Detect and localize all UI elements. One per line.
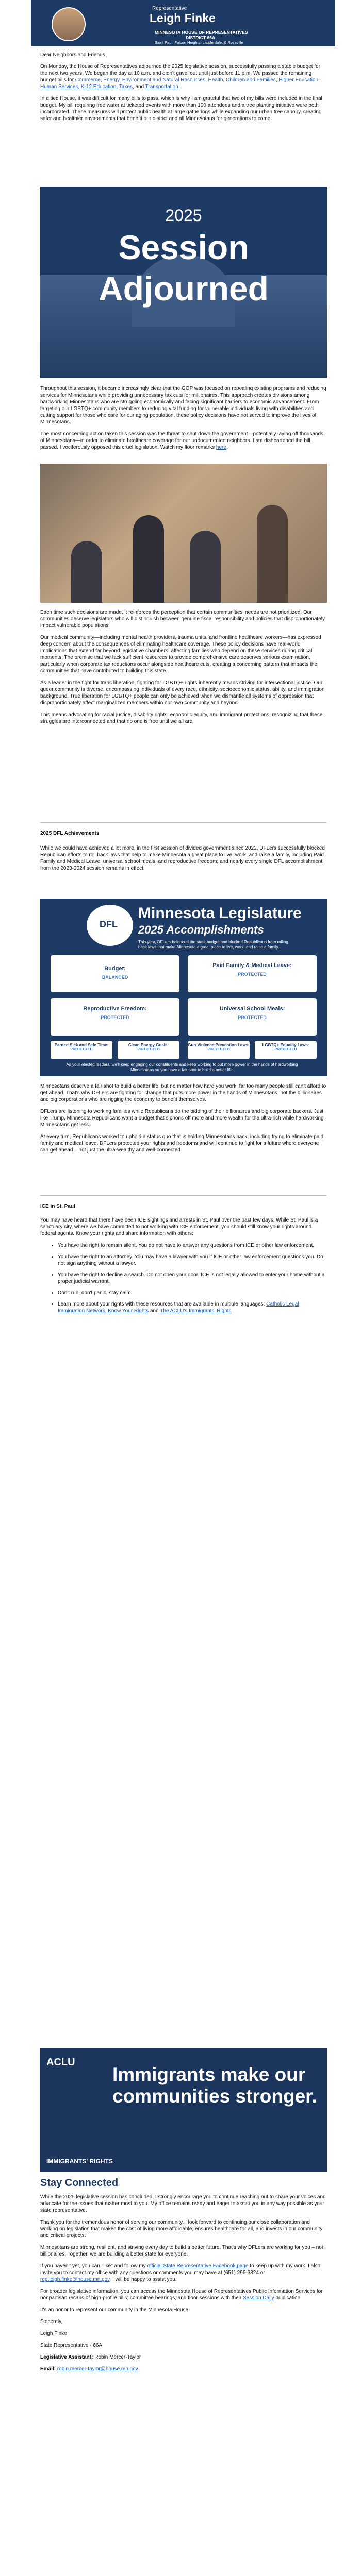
stay-section — [40, 2194, 326, 2378]
la-email-link[interactable]: robin.mercer-taylor@house.mn.gov — [57, 2366, 138, 2372]
card-status: PROTECTED — [137, 1048, 160, 1052]
card-status: PROTECTED — [238, 972, 267, 977]
card-clean-energy — [118, 1041, 179, 1059]
card-status: PROTECTED — [207, 1048, 230, 1052]
session-daily-link[interactable]: Session Daily — [242, 2295, 274, 2301]
legislative-assistant — [40, 2354, 326, 2361]
stay-paragraph-5 — [40, 2288, 326, 2301]
link-k12-education[interactable]: K-12 Education — [80, 84, 117, 90]
card-status: PROTECTED — [70, 1048, 93, 1052]
divider — [40, 1195, 326, 1196]
signoff-name: Leigh Finke — [40, 2331, 67, 2336]
stay-paragraph-3: Minnesotans are strong, resilient, and striving every day to build a better future. That's why DFLers are working for you – not billionaires. Together, we are building a better state for everyone. — [40, 2245, 323, 2257]
stay-p5-suffix: publication. — [274, 2295, 302, 2301]
body1-paragraph-2: The most concerning action taken this session was the threat to shut down the government—potentially laying off thousands of Minnesotans—in order to eliminate healthcare coverage for our undocumented neighbors. I am disheartened the bill passed. I vociferously opposed this cruel legislation. Watch my floor remarks here. — [40, 431, 324, 450]
rights-list — [40, 1242, 326, 1314]
header-label: Representative — [152, 6, 187, 11]
card-school-meals — [188, 998, 317, 1036]
link-human-services[interactable]: Human Services — [40, 84, 78, 90]
list-item — [58, 1301, 326, 1314]
link-environment[interactable]: Environment and Natural Resources — [122, 77, 206, 83]
aclu-rights-link[interactable]: The ACLU's Immigrants' Rights — [160, 1308, 232, 1314]
la-label: Legislative Assistant: — [40, 2354, 93, 2360]
person-silhouette — [257, 505, 288, 603]
stay-paragraph-6: It's an honor to represent our community in the Minnesota House. — [40, 2307, 190, 2313]
link-higher-education[interactable]: Higher Education — [278, 77, 319, 83]
banner-line-2: Adjourned — [99, 269, 269, 308]
card-label: Paid Family & Medical Leave: — [212, 962, 292, 969]
resources-text: Learn more about your rights with these resources that are available in multiple languages: — [58, 1301, 267, 1307]
card-paid-leave — [188, 955, 317, 992]
body-section-1 — [40, 385, 326, 456]
stay-p4-mid: to keep up with my work. I also invite you to contact my office with any questions or comments you may have at (651) 296-3824 or — [40, 2263, 321, 2276]
house-line-1: MINNESOTA HOUSE OF REPRESENTATIVES — [155, 30, 248, 35]
intro-paragraph-2: In a tied House, it was difficult for many bills to pass, which is why I am grateful that two of my bills were included in the final budget. My bill requiring free water at ticketed events with more than 100 attendees and a tree planting initiative were both incorporated. These measures will protect public health at large gatherings while expanding our urban tree canopy, creating safer and healthier environments that benefit our district and all Minnesotans for generations to come. — [40, 96, 322, 122]
resources-and: and — [149, 1308, 160, 1314]
signoff-title: State Representative - 66A — [40, 2343, 103, 2348]
dfl-section — [40, 845, 326, 877]
list-item: • You have the right to an attorney. You may have a lawyer with you if ICE or other law enforcement questions you. Do not sign anything without a lawyer. — [58, 1253, 326, 1267]
link-health[interactable]: Health — [208, 77, 223, 83]
aclu-logo: ACLU — [46, 2057, 75, 2068]
person-silhouette — [133, 515, 164, 603]
representative-photo — [52, 7, 86, 41]
ice-paragraph: You may have heard that there have been ICE sightings and arrests in St. Paul over the past few days. While St. Paul is a sanctuary city, where we have committed to not working with ICE enforcement, you should still know your rights around federal agents. Know your rights and share information with others: — [40, 1217, 318, 1236]
card-label: Earned Sick and Safe Time: — [54, 1043, 109, 1047]
card-status: BALANCED — [102, 975, 128, 980]
list-item: • You have the right to remain silent. You do not have to answer any questions from ICE or other law enforcement. — [58, 1242, 326, 1249]
body1-paragraph-1: Throughout this session, it became increasingly clear that the GOP was focused on repealing existing programs and reducing services for Minnesotans while providing unnecessary tax cuts for millionaires. This approach creates divisions among hardworking Minnesotans who are struggling economically and facing significant barriers to economic advancement. From targeting our LGBTQ+ community members to reducing vital funding for vulnerable individuals living with disabilities and cutting support for those who care for our aging population, these policy decisions have not served to improve the lives of Minnesotans. — [40, 386, 326, 425]
card-label: Reproductive Freedom: — [83, 1006, 147, 1012]
link-energy[interactable]: Energy — [103, 77, 120, 83]
link-taxes[interactable]: Taxes — [119, 84, 133, 90]
stay-p5-text: For broader legislative information, you can access the Minnesota House of Representatives Public Information Services for nonpartisan recaps of high-profile bills; committee hearings, and floor sessions with their — [40, 2289, 323, 2301]
body2-paragraph-1: Minnesotans deserve a fair shot to build a better life, but no matter how hard you work, far too many people still can't afford to get ahead. That's why DFLers are fighting for change that puts more power in the hands of Minnesotans, not the billionaires and big corporations who are rigging the economy to benefit themselves. — [40, 1083, 326, 1103]
header-name: Leigh Finke — [150, 11, 216, 25]
link-commerce[interactable]: Commerce — [75, 77, 101, 83]
intro-paragraph-1: On Monday, the House of Representatives adjourned the 2025 legislative session, successfully passing a stable budget for the next two years. We began the day at 10 a.m. and didn't gavel out until just before 11 p.m. We passed the remaining budget bills for Commerce, Energy, Environment and Natural Resources, Health, Children and Families, Higher Education, Human Services, K-12 Education, Taxes, and Transportation. — [40, 64, 320, 90]
acc-footer: As your elected leaders, we'll keep engaging our constituents and keep working to put more power in the hands of hardworking Minnesotans so you have a fair shot to build a better life. — [66, 1062, 298, 1072]
body1-paragraph-3: Each time such decisions are made, it reinforces the perception that certain communities' needs are not prioritized. Our communities deserve legislators who will distinguish between genuine fiscal responsibility and policies that disproportionately impact vulnerable populations. — [40, 609, 325, 629]
body1-p2-text: The most concerning action taken this session was the threat to shut down the government—potentially laying off thousands of Minnesotans—in order to eliminate healthcare coverage for our undocumented neighbors. I am disheartened the bill passed. I vociferously opposed this cruel legislation. Watch my floor remarks — [40, 431, 324, 450]
dfl-title: 2025 DFL Achievements — [40, 831, 100, 836]
card-status: PROTECTED — [101, 1015, 129, 1020]
acc-intro: This year, DFLers balanced the state budget and blocked Republicans from rolling back laws that make Minnesota a great place to live, work, and raise a family. — [138, 940, 288, 950]
person-silhouette — [71, 541, 102, 603]
immigrants-headline: Immigrants make our communities stronger. — [112, 2064, 317, 2107]
acc-title: Minnesota Legislature — [138, 905, 302, 922]
greeting: Dear Neighbors and Friends, — [40, 52, 107, 58]
house-floor-photo — [40, 464, 327, 603]
ice-section — [40, 1217, 326, 1319]
floor-remarks-link[interactable]: here — [216, 445, 226, 450]
la-email-line: Email: robin.mercer-taylor@house.mn.gov — [40, 2366, 138, 2372]
card-sick-time — [51, 1041, 112, 1059]
list-item: • You have the right to decline a search. Do not open your door. ICE is not legally allowed to enter your home without a proper judicial warrant. — [58, 1272, 326, 1285]
body1-paragraph-4: Our medical community—including mental health providers, trauma units, and frontline healthcare workers—has expressed deep concern about the consequences of eliminating healthcare coverage. These policy decisions have real-world implications that extend far beyond legislative chambers, affecting families who depend on these services during critical moments. The premise that we lack sufficient resources to provide comprehensive care deserves serious examination, particularly when corporate tax reductions occur alongside healthcare cuts, creating a concerning pattern that impacts the communities that have contributed to building this state. — [40, 635, 321, 674]
banner-year: 2025 — [165, 206, 202, 225]
stay-paragraph-1: While the 2025 legislative session has concluded, I strongly encourage you to continue reaching out to share your voices and advocate for the issues that matter most to you. My office remains ready and eager to assist you in any way possible as your state representative. — [40, 2194, 326, 2213]
card-label: Clean Energy Goals: — [128, 1043, 169, 1047]
card-label: LGBTQ+ Equality Laws: — [262, 1043, 309, 1047]
accomplishments-graphic — [40, 899, 327, 1076]
card-lgbtq — [255, 1041, 317, 1059]
card-budget — [51, 955, 179, 992]
dfl-paragraph: While we could have achieved a lot more, in the first session of divided government since 2022, DFLers successfully blocked Republican efforts to roll back laws that help to make Minnesota a great place to live, work, and raise a family, including Paid Family and Medical Leave, universal school meals, and reproductive freedom; and nearly every single DFL accomplishment from the 2023-2024 session remains in effect. — [40, 845, 325, 871]
stay-p4-text: If you haven't yet, you can "like" and follow my — [40, 2263, 147, 2269]
immigrants-rights-banner — [40, 2048, 327, 2172]
body1-paragraph-6: This means advocating for racial justice, disability rights, economic equity, and immigrant protections, recognizing that these struggles are interconnected and that no one is free until we all are. — [40, 712, 323, 724]
body-section-3 — [40, 1083, 326, 1159]
card-reproductive — [51, 998, 179, 1036]
card-status: PROTECTED — [238, 1015, 267, 1020]
stay-paragraph-4 — [40, 2263, 326, 2283]
header-house — [155, 30, 248, 40]
body2-paragraph-2: DFLers are listening to working families while Republicans do the bidding of their billionaires and big corporate backers. Just like Trump, Minnesota Republicans want a budget that siphons off more and more wealth for the ultra-rich while hardworking Minnesotans get less. — [40, 1109, 324, 1128]
card-gun-violence — [188, 1041, 250, 1059]
email-link[interactable]: rep.leigh.finke@house.mn.gov — [40, 2277, 110, 2282]
body2-paragraph-3: At every turn, Republicans worked to uphold a status quo that is holding Minnesotans back, including trying to eliminate paid family and medical leave. DFLers protected your rights and freedoms and will continue to fight for a future where everyone can get ahead – not just the ultra-wealthy and well-connected. — [40, 1134, 324, 1153]
card-label: Gun Violence Prevention Laws: — [188, 1043, 250, 1047]
session-adjourned-banner — [40, 187, 327, 378]
divider — [40, 822, 326, 823]
person-silhouette — [190, 531, 221, 603]
intro-section — [40, 52, 326, 127]
clinic-rights-link[interactable]: Catholic Legal Immigration Network, Know Your Rights — [58, 1301, 299, 1314]
acc-subtitle: 2025 Accomplishments — [138, 923, 264, 936]
body1-paragraph-5: As a leader in the fight for trans liberation, fighting for LGBTQ+ rights inherently means striving for intersectional justice. Our queer community is diverse, encompassing individuals of every race, ethnicity, socioeconomic status, ability, and immigration background. True liberation for LGBTQ+ people can only be achieved when we dismantle all systems of oppression that disproportionately affect marginalized members within our own community and beyond. — [40, 680, 325, 706]
body-section-2 — [40, 609, 326, 730]
card-status: PROTECTED — [274, 1048, 297, 1052]
newsletter-header — [31, 0, 335, 46]
card-label: Budget: — [104, 965, 126, 972]
stay-paragraph-2: Thank you for the tremendous honor of serving our community. I look forward to continuing our close collaboration and working on legislation that makes the cost of living more affordable, ensures healthcare for all, and invests in our community and critical projects. — [40, 2219, 323, 2239]
dfl-logo: DFL — [100, 919, 118, 929]
intro-text: On Monday, the House of Representatives adjourned the 2025 legislative session, successfully passing a stable budget for the next two years. We began the day at 10 a.m. and didn't gavel out until just before 11 p.m. We passed the remaining budget bills for — [40, 64, 320, 83]
ice-title: ICE in St. Paul — [40, 1204, 75, 1209]
house-line-2: DISTRICT 66A — [186, 35, 216, 40]
closing: Sincerely, — [40, 2319, 63, 2325]
link-children-families[interactable]: Children and Families — [226, 77, 276, 83]
immigrants-tag: IMMIGRANTS' RIGHTS — [46, 2158, 113, 2165]
list-item: • Don't run, don't panic, stay calm. — [58, 1290, 326, 1296]
stay-p4-suffix: . I will be happy to assist you. — [109, 2277, 177, 2282]
facebook-page-link[interactable]: official State Representative Facebook page — [147, 2263, 249, 2269]
link-transportation[interactable]: Transportation — [145, 84, 178, 90]
banner-line-1: Session — [118, 228, 249, 266]
card-label: Universal School Meals: — [219, 1006, 285, 1012]
stay-connected-title: Stay Connected — [40, 2177, 119, 2189]
header-district: Saint Paul, Falcon Heights, Lauderdale, & Roseville — [155, 40, 243, 45]
la-name: Robin Mercer-Taylor — [94, 2354, 141, 2360]
